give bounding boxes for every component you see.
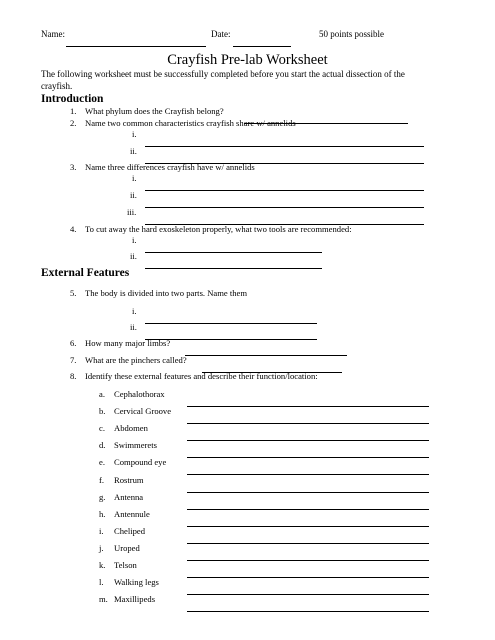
feature-letter: d.: [99, 440, 106, 450]
feature-letter: a.: [99, 389, 105, 399]
feature-letter: b.: [99, 406, 106, 416]
feature-name: Antennule: [114, 509, 150, 519]
q5-number: 5.: [70, 288, 77, 298]
q2-roman-ii: ii.: [130, 146, 137, 156]
feature-letter: k.: [99, 560, 106, 570]
instructions-line-2: crayfish.: [41, 81, 73, 91]
q4-roman-i: i.: [132, 235, 137, 245]
feature-name: Swimmerets: [114, 440, 157, 450]
q2-roman-i: i.: [132, 129, 137, 139]
feature-name: Rostrum: [114, 475, 144, 485]
feature-name: Uroped: [114, 543, 140, 553]
q3-roman-ii: ii.: [130, 190, 137, 200]
q4-number: 4.: [70, 224, 77, 234]
feature-description-blank[interactable]: [187, 492, 429, 510]
q4-text: To cut away the hard exoskeleton properly, what two tools are recommended:: [85, 224, 352, 234]
feature-description-blank[interactable]: [187, 457, 429, 475]
q1-text: What phylum does the Crayfish belong?: [85, 106, 224, 116]
page-title: Crayfish Pre-lab Worksheet: [167, 52, 328, 68]
date-blank[interactable]: [233, 29, 291, 47]
q3-number: 3.: [70, 162, 77, 172]
q3-answer-i-blank[interactable]: [145, 173, 424, 191]
feature-letter: m.: [99, 594, 108, 604]
feature-letter: g.: [99, 492, 106, 502]
q7-number: 7.: [70, 355, 77, 365]
q2-number: 2.: [70, 118, 77, 128]
q3-answer-iii-blank[interactable]: [145, 207, 424, 225]
q4-answer-ii-blank[interactable]: [145, 251, 322, 269]
feature-name: Telson: [114, 560, 137, 570]
feature-letter: e.: [99, 457, 105, 467]
feature-description-blank[interactable]: [187, 475, 429, 493]
feature-description-blank[interactable]: [187, 526, 429, 544]
q2-answer-i-blank[interactable]: [145, 129, 424, 147]
feature-description-blank[interactable]: [187, 560, 429, 578]
q5-roman-i: i.: [132, 306, 137, 316]
q8-number: 8.: [70, 371, 77, 381]
q5-roman-ii: ii.: [130, 322, 137, 332]
feature-letter: l.: [99, 577, 104, 587]
feature-description-blank[interactable]: [187, 423, 429, 441]
feature-description-blank[interactable]: [187, 543, 429, 561]
q3-answer-ii-blank[interactable]: [145, 190, 424, 208]
feature-letter: h.: [99, 509, 106, 519]
feature-name: Cervical Groove: [114, 406, 172, 416]
feature-letter: i.: [99, 526, 104, 536]
q4-roman-ii: ii.: [130, 251, 137, 261]
feature-description-blank[interactable]: [187, 440, 429, 458]
q7-text: What are the pinchers called?: [85, 355, 187, 365]
feature-description-blank[interactable]: [187, 406, 429, 424]
feature-description-blank[interactable]: [187, 389, 429, 407]
q5-text: The body is divided into two parts. Name them: [85, 288, 248, 298]
feature-description-blank[interactable]: [187, 594, 429, 612]
name-blank[interactable]: [66, 29, 206, 47]
q1-number: 1.: [70, 106, 77, 116]
q3-text: Name three differences crayfish have w/ annelids: [85, 162, 255, 172]
name-label: Name:: [41, 29, 65, 39]
section-heading-external-features: External Features: [41, 267, 130, 279]
feature-name: Walking legs: [114, 577, 159, 587]
feature-name: Cephalothorax: [114, 389, 165, 399]
feature-name: Cheliped: [114, 526, 146, 536]
q3-roman-i: i.: [132, 173, 137, 183]
instructions-line-1: The following worksheet must be successfully completed before you start the actual dissection of the: [41, 69, 405, 79]
feature-description-blank[interactable]: [187, 509, 429, 527]
feature-letter: j.: [99, 543, 104, 553]
q6-text: How many major limbs?: [85, 338, 171, 348]
feature-name: Maxillipeds: [114, 594, 156, 604]
section-heading-introduction: Introduction: [41, 93, 104, 105]
q6-answer-blank[interactable]: [185, 338, 347, 356]
feature-description-blank[interactable]: [187, 577, 429, 595]
feature-letter: f.: [99, 475, 105, 485]
q8-text: Identify these external features and describe their function/location:: [85, 371, 318, 381]
feature-name: Antenna: [114, 492, 144, 502]
feature-name: Compound eye: [114, 457, 167, 467]
q6-number: 6.: [70, 338, 77, 348]
points-possible: 50 points possible: [319, 29, 385, 39]
date-label: Date:: [211, 29, 231, 39]
q2-text: Name two common characteristics crayfish share w/ annelids: [85, 118, 296, 128]
feature-letter: c.: [99, 423, 105, 433]
q3-roman-iii: iii.: [127, 207, 137, 217]
feature-name: Abdomen: [114, 423, 148, 433]
